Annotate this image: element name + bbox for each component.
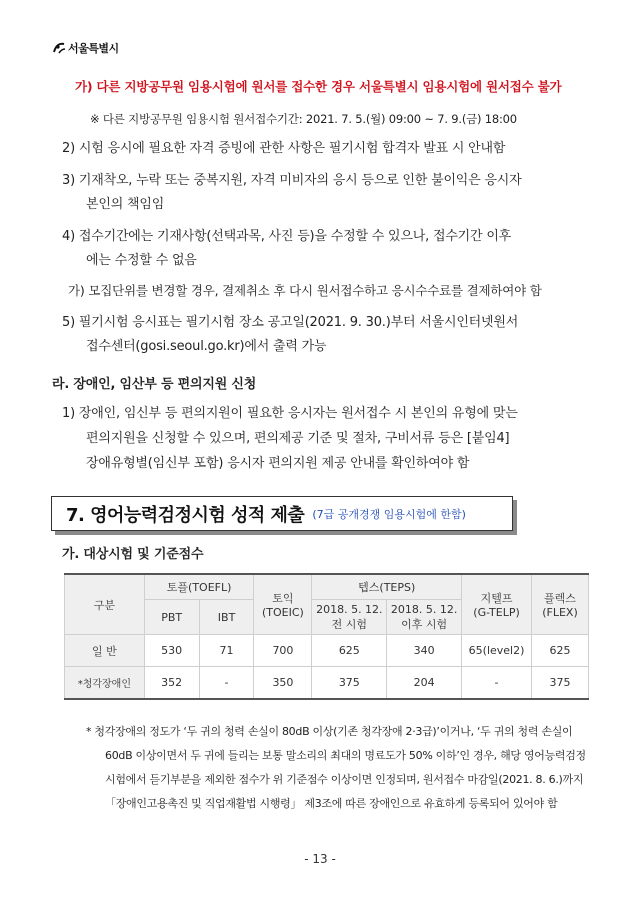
item-3-line2: 본인의 책임임 <box>86 197 165 212</box>
header-teps-before-l1: 2018. 5. 12. <box>316 603 383 616</box>
cell-ibt: 71 <box>199 635 254 667</box>
cell-pbt: 352 <box>144 667 199 700</box>
item-4-line1: 4) 접수기간에는 기재사항(선택과목, 사진 등)을 수정할 수 있으나, 접수기간 이후 <box>62 229 512 244</box>
ra-1-line2: 편의지원을 신청할 수 있으며, 편의제공 기준 및 절차, 구비서류 등은 [붙임4] <box>86 431 510 446</box>
red-notice: 가) 다른 지방공무원 임용시험에 원서를 접수한 경우 서울특별시 임용시험에 원서접수 불가 <box>75 79 562 94</box>
section-ra-heading: 라. 장애인, 임산부 등 편의지원 신청 <box>52 377 257 392</box>
header-toeic <box>254 574 312 635</box>
cell-teps-before: 375 <box>312 667 387 700</box>
header-flex <box>532 574 589 635</box>
item-2: 2) 시험 응시에 필요한 자격 증빙에 관한 사항은 필기시험 합격자 발표 시 안내함 <box>62 141 506 156</box>
table-row <box>65 667 589 700</box>
header-gubun: 구분 <box>65 574 145 635</box>
header-toefl: 토플(TOEFL) <box>144 574 254 600</box>
header-flex-l1: 플렉스 <box>544 592 576 605</box>
cell-gtelp: 65(level2) <box>462 635 532 667</box>
cell-teps-before: 625 <box>312 635 387 667</box>
header-gtelp-l1: 지텔프 <box>480 592 513 605</box>
cell-ibt: - <box>199 667 254 700</box>
header-gtelp-l2: (G-TELP) <box>473 606 520 619</box>
seoul-logo <box>52 40 119 56</box>
header-teps-after-l2: 이후 시험 <box>401 618 448 631</box>
item-4-line2: 에는 수정할 수 없음 <box>86 253 197 268</box>
cell-teps-after: 204 <box>387 667 462 700</box>
cell-flex: 625 <box>532 635 589 667</box>
item-5-line1: 5) 필기시험 응시표는 필기시험 장소 공고일(2021. 9. 30.)부터 서울시인터넷원서 <box>62 315 519 330</box>
cell-toeic: 350 <box>254 667 312 700</box>
ra-1-line3: 장애유형별(임신부 포함) 응시자 편의지원 제공 안내를 확인하여야 함 <box>86 456 470 471</box>
footnote-line2: 60dB 이상이면서 두 귀에 들리는 보통 말소리의 최대의 명료도가 50% 이하’인 경우, 해당 영어능력검정 <box>105 749 586 762</box>
cell-gtelp: - <box>462 667 532 700</box>
cell-toeic: 700 <box>254 635 312 667</box>
section-7-title-box <box>51 496 513 531</box>
header-teps-after-l1: 2018. 5. 12. <box>390 603 458 616</box>
header-ibt: IBT <box>199 600 254 635</box>
logo-text: 서울특별시 <box>68 42 119 55</box>
header-teps: 텝스(TEPS) <box>312 574 462 600</box>
subsection-title: 가. 대상시험 및 기준점수 <box>62 547 204 562</box>
footnote-line1: * 청각장애의 정도가 ‘두 귀의 청력 손실이 80dB 이상(기존 청각장애 2·3급)’이거나, ‘두 귀의 청력 손실이 <box>86 725 573 738</box>
header-toeic-l2: (TOEIC) <box>262 606 304 619</box>
header-teps-before <box>312 600 387 635</box>
section-7-title: 7. 영어능력검정시험 성적 제출 <box>66 504 305 526</box>
score-table <box>64 573 589 700</box>
header-gtelp <box>462 574 532 635</box>
cell-teps-after: 340 <box>387 635 462 667</box>
row-label: *청각장애인 <box>65 667 145 700</box>
header-teps-before-l2: 전 시험 <box>331 618 367 631</box>
header-pbt: PBT <box>144 600 199 635</box>
footnote-line4: 「장애인고용촉진 및 직업재활법 시행령」 제3조에 따른 장애인으로 유효하게 등록되어 있어야 함 <box>105 797 558 810</box>
cell-flex: 375 <box>532 667 589 700</box>
footnote-line3: 시험에서 듣기부분을 제외한 점수가 위 기준점수 이상이면 인정되며, 원서접수 마감일(2021. 8. 6.)까지 <box>105 773 584 786</box>
table-row <box>65 635 589 667</box>
period-note: ※ 다른 지방공무원 임용시험 원서접수기간: 2021. 7. 5.(월) 09:00 ~ 7. 9.(금) 18:00 <box>90 112 517 126</box>
row-label: 일 반 <box>65 635 145 667</box>
item-3-line1: 3) 기재착오, 누락 또는 중복지원, 자격 미비자의 응시 등으로 인한 불이익은 응시자 <box>62 173 522 188</box>
cell-pbt: 530 <box>144 635 199 667</box>
item-4-ga: 가) 모집단위를 변경할 경우, 결제취소 후 다시 원서접수하고 응시수수료를 결제하여야 함 <box>68 283 542 298</box>
section-7-note: (7급 공개경쟁 임용시험에 한함) <box>312 507 466 521</box>
seoul-logo-icon <box>52 41 66 55</box>
header-teps-after <box>387 600 462 635</box>
page-number: - 13 - <box>304 852 336 866</box>
header-toeic-l1: 토익 <box>272 592 294 605</box>
header-flex-l2: (FLEX) <box>542 606 578 619</box>
item-5-line2: 접수센터(gosi.seoul.go.kr)에서 출력 가능 <box>86 339 327 354</box>
ra-1-line1: 1) 장애인, 임신부 등 편의지원이 필요한 응시자는 원서접수 시 본인의 유형에 맞는 <box>62 406 518 421</box>
